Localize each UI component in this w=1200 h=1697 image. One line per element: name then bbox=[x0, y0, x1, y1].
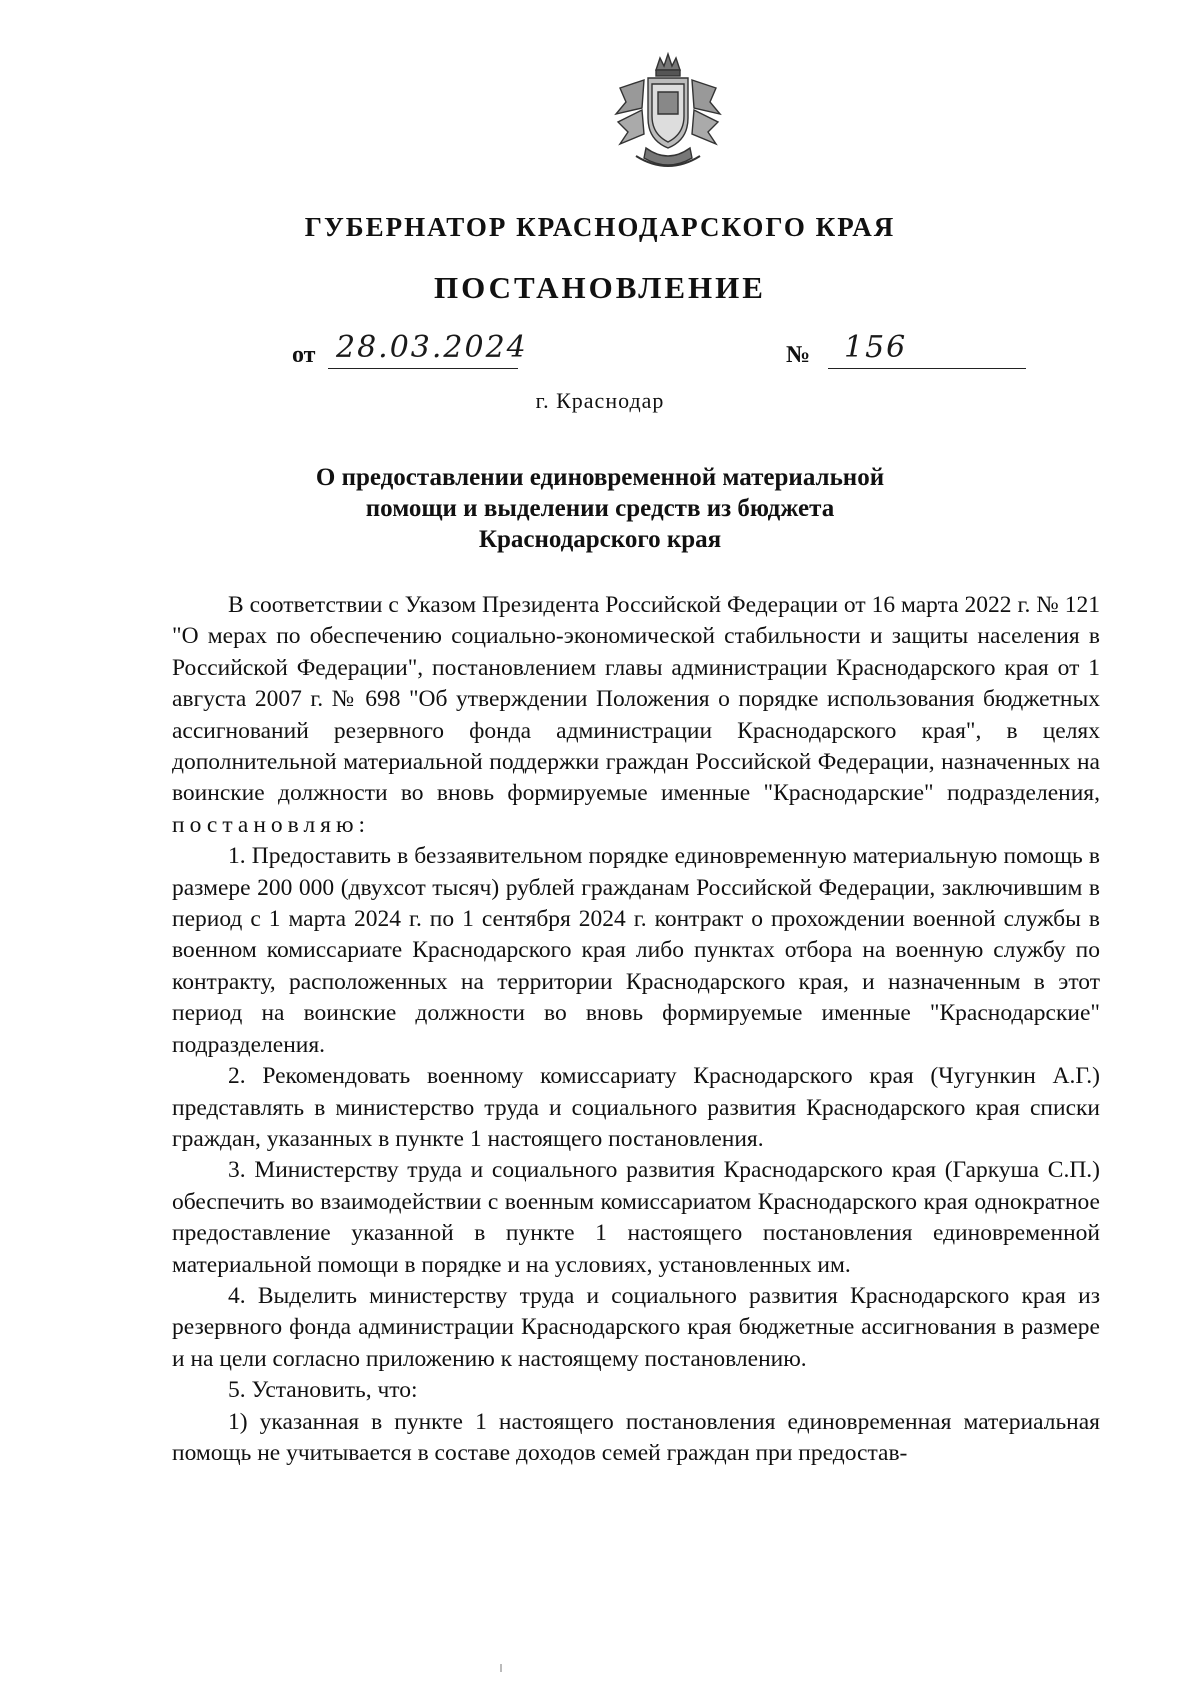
resolving-verb: постановляю: bbox=[172, 811, 371, 838]
number-label: № bbox=[786, 342, 811, 368]
clause-5: 5. Установить, что: bbox=[228, 1377, 418, 1404]
clause-1: 1. Предоставить в беззаявительном порядке единовременную материальную помощь в размере 200 000 (двухсот тысяч) рублей гражданам Российской Федерации, заключившим в период с 1 марта 2024 г. по 1 сентября 2024 г. контракт о прохождении военной службы в военном комиссариате Краснодарского края либо пунктах отбора на военную службу по контракту, расположенных на территории Краснодарского края, и назначенным в этот период на воинские должности во вновь формируемые именные "Краснодарские" подразделения. bbox=[172, 843, 1100, 1058]
title-line: помощи и выделении средств из бюджета bbox=[365, 495, 835, 522]
document-title bbox=[200, 462, 1000, 555]
clause-3: 3. Министерству труда и социального развития Краснодарского края (Гаркуша С.П.) обеспечить во взаимодействии с военным комиссариатом Краснодарского края однократное предоставление указанной в пункте 1 настоящего постановления единовременной материальной помощи в порядке и на условиях, установленных им. bbox=[172, 1157, 1100, 1278]
document-type: ПОСТАНОВЛЕНИЕ bbox=[434, 270, 766, 305]
clause-4: 4. Выделить министерству труда и социального развития Краснодарского края из резервного фонда администрации Краснодарского края бюджетные ассигнования в размере и на цели согласно приложению к настоящему постановлению. bbox=[172, 1282, 1100, 1372]
title-line: Краснодарского края bbox=[478, 526, 722, 553]
title-line: О предоставлении единовременной материальной bbox=[315, 464, 885, 491]
issuing-authority: ГУБЕРНАТОР КРАСНОДАРСКОГО КРАЯ bbox=[304, 212, 896, 242]
document-body bbox=[172, 590, 1100, 1469]
date-label: от bbox=[292, 342, 316, 368]
preamble-paragraph bbox=[172, 590, 1100, 841]
clause-2: 2. Рекомендовать военному комиссариату Краснодарского края (Чугункин А.Г.) представлять в министерство труда и социального развития Краснодарского края списки граждан, указанных в пункте 1 настоящего постановления. bbox=[172, 1063, 1100, 1152]
handwritten-number: 156 bbox=[844, 330, 908, 365]
preamble-text: В соответствии с Указом Президента Российской Федерации от 16 марта 2022 г. № 121 "О мерах по обеспечению социально-экономической стабильности и защиты населения в Российской Федерации", постановлением главы администрации Краснодарского края от 1 августа 2007 г. № 698 "Об утверждении Положения о порядке использования бюджетных ассигнований резервного фонда администрации Краснодарского края", в целях дополнительной материальной поддержки граждан Российской Федерации, назначенных на воинские должности во вновь формируемые именные "Краснодарские" подразделения, bbox=[172, 592, 1100, 807]
coat-of-arms-emblem bbox=[606, 48, 730, 176]
date-underline bbox=[328, 368, 518, 369]
date-number-row bbox=[292, 330, 1052, 374]
handwritten-date: 28.03.2024 bbox=[336, 330, 528, 365]
clause-5-subitem-1: 1) указанная в пункте 1 настоящего постановления единовременная материальная помощь не учитывается в составе доходов семей граждан при предостав- bbox=[172, 1408, 1100, 1466]
city: г. Краснодар bbox=[535, 388, 665, 413]
number-underline bbox=[828, 368, 1026, 369]
scan-mark bbox=[500, 1664, 502, 1672]
